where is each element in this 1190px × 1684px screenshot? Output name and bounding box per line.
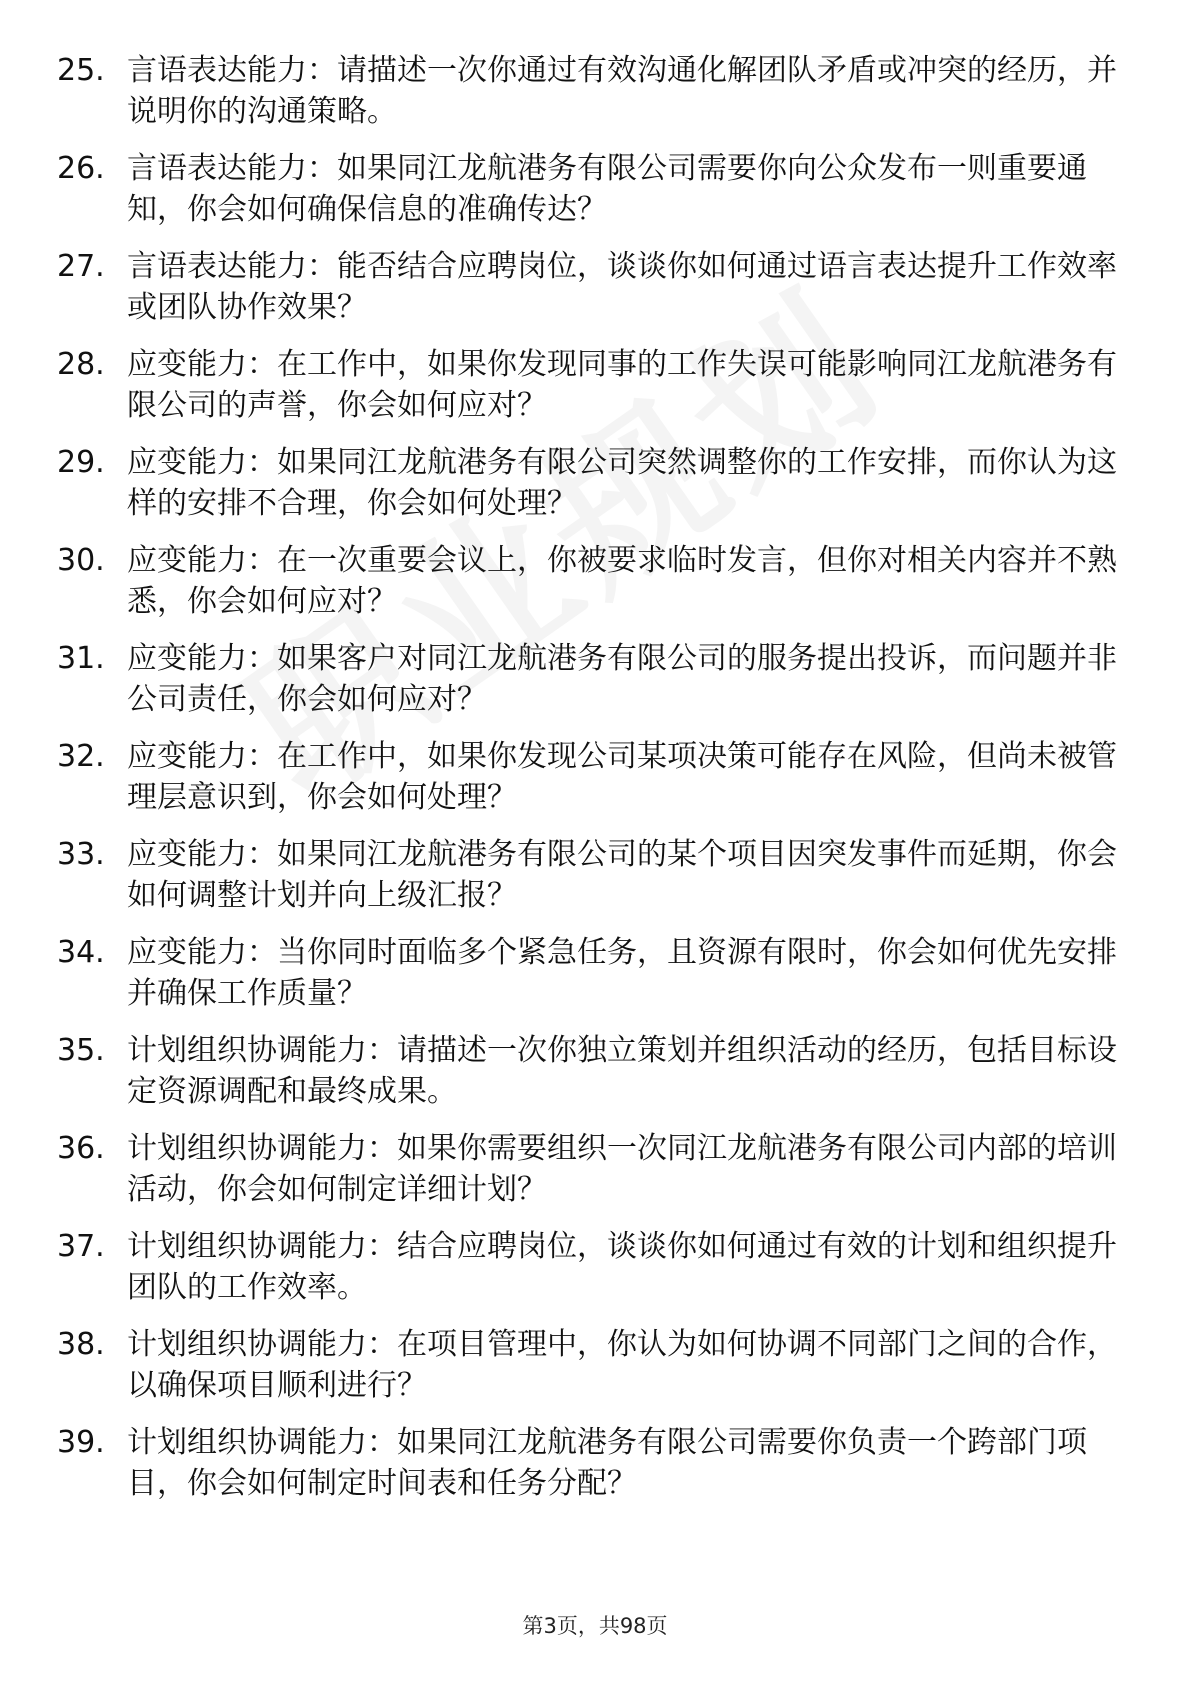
question-number: 29. — [57, 445, 105, 480]
question-number: 27. — [57, 249, 105, 284]
question-item-31 — [0, 638, 1190, 736]
question-text: 应变能力：在工作中，如果你发现公司某项决策可能存在风险，但尚未被管理层意识到，你会如何处理？ — [127, 739, 1117, 815]
question-item-33 — [0, 834, 1190, 932]
question-item-29 — [0, 442, 1190, 540]
question-number: 33. — [57, 837, 105, 872]
question-number: 26. — [57, 151, 105, 186]
question-item-34 — [0, 932, 1190, 1030]
question-number: 25. — [57, 53, 105, 88]
question-number: 31. — [57, 641, 105, 676]
question-text: 应变能力：在工作中，如果你发现同事的工作失误可能影响同江龙航港务有限公司的声誉，你会如何应对？ — [127, 347, 1117, 423]
question-text: 计划组织协调能力：结合应聘岗位，谈谈你如何通过有效的计划和组织提升团队的工作效率。 — [127, 1229, 1117, 1305]
question-number: 28. — [57, 347, 105, 382]
question-item-27 — [0, 246, 1190, 344]
question-list — [0, 50, 1190, 1520]
question-text: 应变能力：如果客户对同江龙航港务有限公司的服务提出投诉，而问题并非公司责任，你会如何应对？ — [127, 641, 1117, 717]
question-item-25 — [0, 50, 1190, 148]
question-number: 38. — [57, 1327, 105, 1362]
question-text: 计划组织协调能力：如果你需要组织一次同江龙航港务有限公司内部的培训活动，你会如何制定详细计划？ — [127, 1131, 1117, 1207]
question-text: 应变能力：如果同江龙航港务有限公司的某个项目因突发事件而延期，你会如何调整计划并向上级汇报？ — [127, 837, 1117, 913]
question-text: 言语表达能力：请描述一次你通过有效沟通化解团队矛盾或冲突的经历，并说明你的沟通策略。 — [127, 53, 1117, 129]
question-number: 34. — [57, 935, 105, 970]
question-item-39 — [0, 1422, 1190, 1520]
question-number: 39. — [57, 1425, 105, 1460]
question-item-36 — [0, 1128, 1190, 1226]
question-number: 32. — [57, 739, 105, 774]
question-number: 36. — [57, 1131, 105, 1166]
question-text: 应变能力：在一次重要会议上，你被要求临时发言，但你对相关内容并不熟悉，你会如何应对？ — [127, 543, 1117, 619]
question-item-28 — [0, 344, 1190, 442]
question-text: 言语表达能力：能否结合应聘岗位，谈谈你如何通过语言表达提升工作效率或团队协作效果？ — [127, 249, 1117, 325]
page-footer: 第3页，共98页 — [522, 1614, 668, 1638]
question-number: 35. — [57, 1033, 105, 1068]
question-text: 计划组织协调能力：在项目管理中，你认为如何协调不同部门之间的合作，以确保项目顺利进行？ — [127, 1327, 1117, 1403]
question-text: 计划组织协调能力：请描述一次你独立策划并组织活动的经历，包括目标设定资源调配和最终成果。 — [127, 1033, 1117, 1109]
question-item-30 — [0, 540, 1190, 638]
question-number: 37. — [57, 1229, 105, 1264]
question-text: 计划组织协调能力：如果同江龙航港务有限公司需要你负责一个跨部门项目，你会如何制定时间表和任务分配？ — [127, 1425, 1087, 1501]
question-item-26 — [0, 148, 1190, 246]
question-item-32 — [0, 736, 1190, 834]
question-text: 应变能力：当你同时面临多个紧急任务，且资源有限时，你会如何优先安排并确保工作质量？ — [127, 935, 1117, 1011]
question-item-35 — [0, 1030, 1190, 1128]
question-text: 言语表达能力：如果同江龙航港务有限公司需要你向公众发布一则重要通知，你会如何确保信息的准确传达？ — [127, 151, 1087, 227]
question-number: 30. — [57, 543, 105, 578]
question-item-37 — [0, 1226, 1190, 1324]
question-item-38 — [0, 1324, 1190, 1422]
question-text: 应变能力：如果同江龙航港务有限公司突然调整你的工作安排，而你认为这样的安排不合理，你会如何处理？ — [127, 445, 1117, 521]
